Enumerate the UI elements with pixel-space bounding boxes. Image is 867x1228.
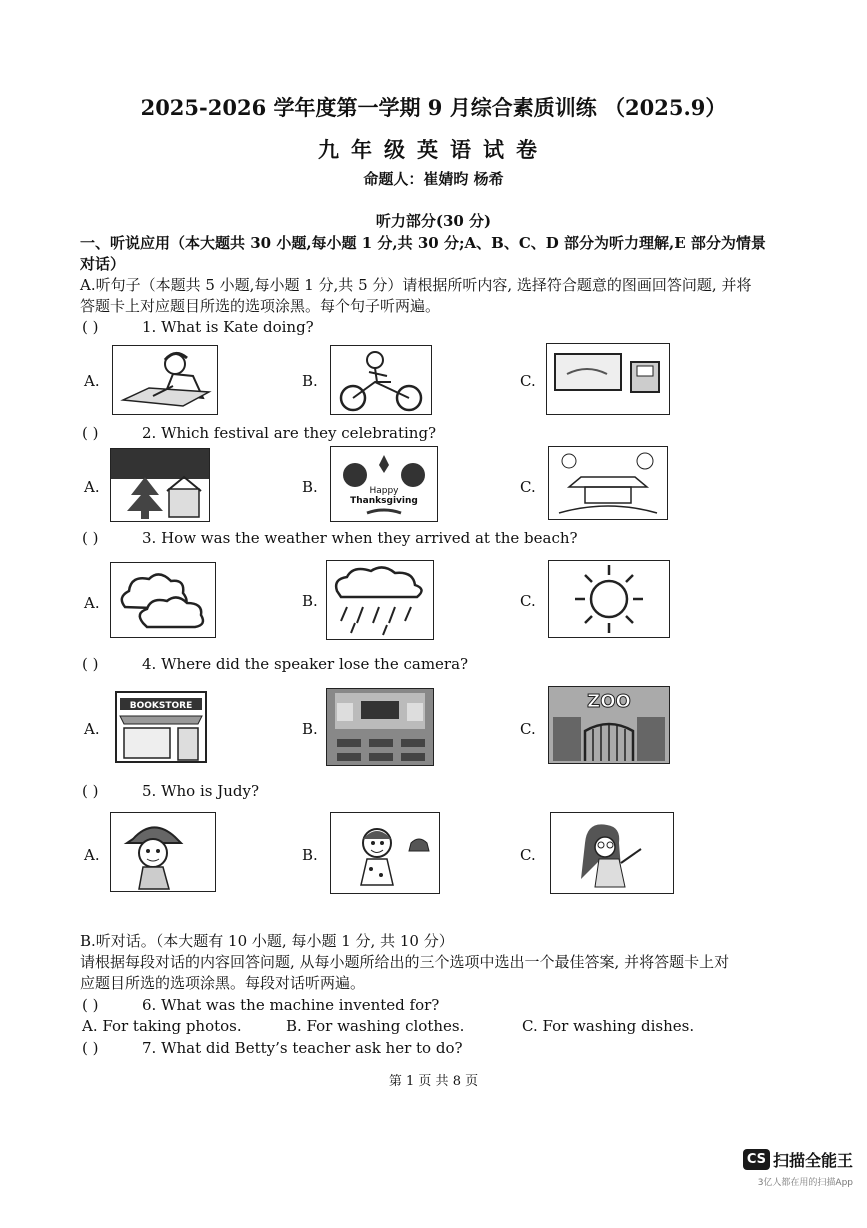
question-text: 1. What is Kate doing?	[142, 318, 314, 336]
scanner-tagline: 3亿人都在用的扫描App	[757, 1178, 853, 1188]
option-label-a: A.	[84, 478, 100, 496]
card-text-thanksgiving: Thanksgiving	[350, 496, 418, 506]
picture-bookstore[interactable]	[110, 688, 210, 764]
section-title: 听力部分(30 分)	[375, 212, 492, 230]
option-label-a: A.	[84, 846, 100, 864]
question-text: 2. Which festival are they celebrating?	[142, 424, 437, 442]
zoo-sign-text: ZOO	[587, 691, 631, 712]
scanner-logo-icon: CS	[743, 1149, 770, 1170]
option-label-b: B.	[302, 846, 318, 864]
scanner-watermark	[743, 1148, 853, 1188]
part-b-instruction-line1: 请根据每段对话的内容回答问题, 从每小题所给出的三个选项中选出一个最佳答案, 并将答题卡上对	[80, 953, 730, 971]
question-3	[82, 529, 578, 547]
part-b-instruction-line2: 应题目所选的选项涂黑。每段对话听两遍。	[80, 974, 366, 992]
option-label-b: B.	[302, 478, 318, 496]
part1-instruction-line1: 一、听说应用（本大题共 30 小题,每小题 1 分,共 30 分;A、B、C、D 部分为听力理解,E 部分为情景	[80, 234, 766, 252]
scanner-name: 扫描全能王	[772, 1151, 853, 1170]
question-2	[82, 424, 436, 442]
question-text: 6. What was the machine invented for?	[142, 996, 440, 1014]
shop-sign-text: BOOKSTORE	[129, 701, 193, 711]
option-label-a: A.	[84, 720, 100, 738]
picture-girl-holding-hat[interactable]	[330, 812, 440, 894]
picture-zoo[interactable]	[548, 686, 670, 764]
picture-rainy[interactable]	[326, 560, 434, 640]
question-6	[82, 996, 439, 1014]
answer-blank[interactable]: ( )	[82, 655, 99, 673]
answer-blank[interactable]: ( )	[82, 1039, 99, 1057]
picture-girl-with-hat[interactable]	[110, 812, 216, 892]
part-a-instruction-line1: A.听句子（本题共 5 小题,每小题 1 分,共 5 分）请根据所听内容, 选择符合题意的图画回答问题, 并将	[80, 276, 752, 294]
picture-girl-with-glasses[interactable]	[550, 812, 674, 894]
question-4	[82, 655, 468, 673]
q6-option-c[interactable]: C. For washing dishes.	[522, 1017, 695, 1035]
part1-instruction-line2: 对话）	[80, 255, 126, 273]
picture-thanksgiving-card[interactable]	[330, 446, 438, 522]
picture-girl-writing[interactable]	[112, 345, 218, 415]
picture-sunny[interactable]	[548, 560, 670, 638]
option-label-b: B.	[302, 720, 318, 738]
picture-tv-screen[interactable]	[546, 343, 670, 415]
option-label-b: B.	[302, 592, 318, 610]
option-label-a: A.	[84, 372, 100, 390]
question-text: 7. What did Betty’s teacher ask her to do?	[142, 1039, 463, 1057]
part-a-instruction-line2: 答题卡上对应题目所选的选项涂黑。每个句子听两遍。	[80, 297, 441, 315]
picture-classroom[interactable]	[326, 688, 434, 766]
answer-blank[interactable]: ( )	[82, 996, 99, 1014]
question-5	[82, 782, 259, 800]
option-label-c: C.	[520, 478, 536, 496]
exam-title: 2025-2026 学年度第一学期 9 月综合素质训练 （2025.9）	[140, 95, 727, 120]
option-label-c: C.	[520, 372, 536, 390]
question-text: 4. Where did the speaker lose the camera?	[142, 655, 469, 673]
picture-girl-cycling[interactable]	[330, 345, 432, 415]
option-label-c: C.	[520, 720, 536, 738]
q6-option-a[interactable]: A. For taking photos.	[82, 1017, 242, 1035]
exam-authors: 命题人：崔婧昀 杨希	[363, 170, 504, 188]
question-text: 5. Who is Judy?	[142, 782, 260, 800]
answer-blank[interactable]: ( )	[82, 782, 99, 800]
option-label-c: C.	[520, 592, 536, 610]
option-label-b: B.	[302, 372, 318, 390]
part-b-heading: B.听对话。（本大题有 10 小题, 每小题 1 分, 共 10 分）	[80, 932, 454, 950]
answer-blank[interactable]: ( )	[82, 529, 99, 547]
question-text: 3. How was the weather when they arrived at the beach?	[142, 529, 578, 547]
picture-christmas-scene[interactable]	[110, 448, 210, 522]
question-7	[82, 1039, 463, 1057]
answer-blank[interactable]: ( )	[82, 424, 99, 442]
q6-option-b[interactable]: B. For washing clothes.	[286, 1017, 465, 1035]
picture-temple-fireworks[interactable]	[548, 446, 668, 520]
picture-cloudy[interactable]	[110, 562, 216, 638]
option-label-c: C.	[520, 846, 536, 864]
option-label-a: A.	[84, 594, 100, 612]
card-text-happy: Happy	[369, 486, 399, 496]
exam-subtitle: 九年级英语试卷	[318, 137, 549, 162]
answer-blank[interactable]: ( )	[82, 318, 99, 336]
question-1	[82, 318, 314, 336]
page-number: 第 1 页 共 8 页	[388, 1074, 479, 1089]
